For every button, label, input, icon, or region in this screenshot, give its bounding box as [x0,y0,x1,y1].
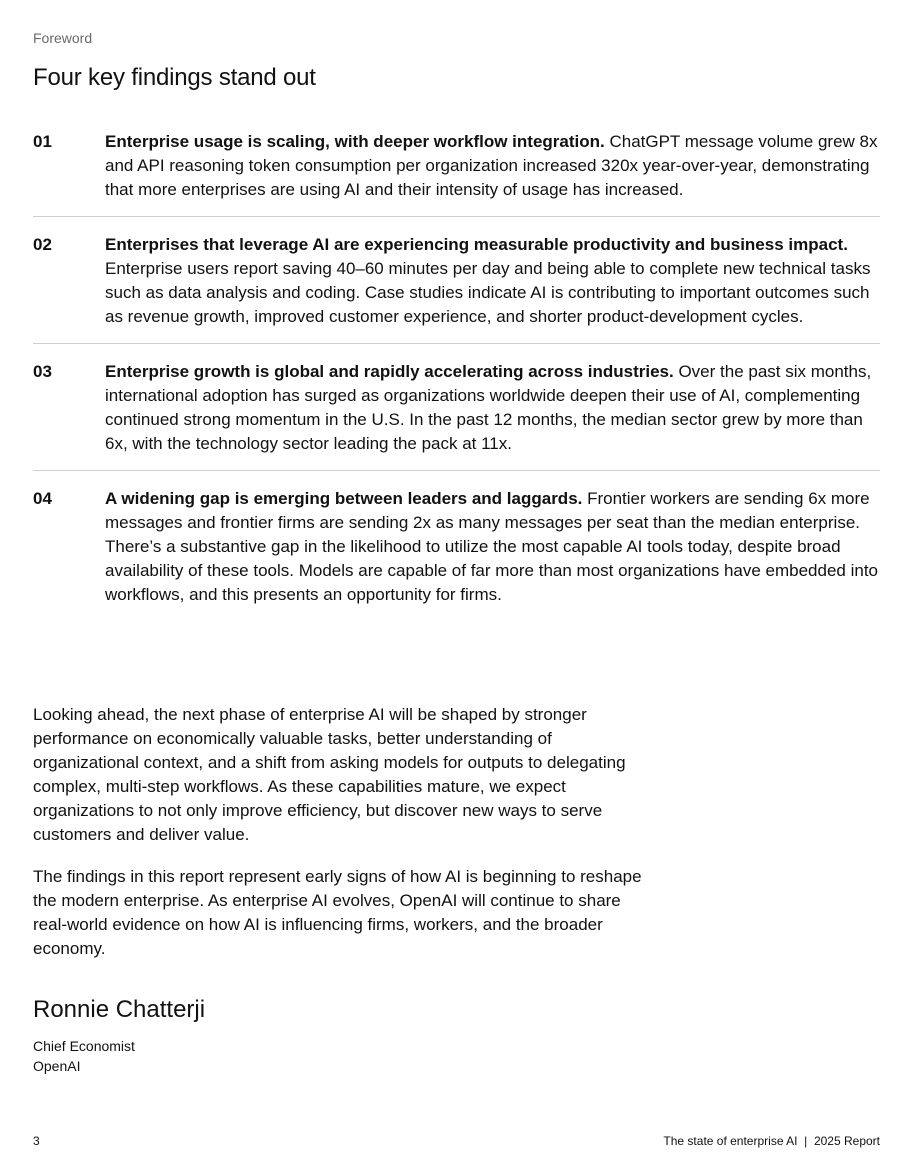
finding-body: Enterprise users report saving 40–60 minutes per day and being able to complete new technical tasks such as data analysis and coding. Case studies indicate AI is contributing to important outcomes such as revenue growth, improved customer experience, and shorter product-development cycles. [105,259,871,326]
page-number: 3 [33,1134,40,1148]
finding-item-04 [33,487,880,607]
finding-number: 03 [33,362,52,381]
divider [33,470,880,471]
finding-text [105,233,880,329]
section-label: Foreword [33,30,93,46]
finding-body: ChatGPT message volume grew 8x and API reasoning token consumption per organization increased 320x year-over-year, demonstrating that more enterprises are using AI and their intensity of usage has increased. [105,132,878,199]
finding-item-02 [33,233,880,329]
finding-number: 02 [33,235,52,254]
signature-title-block [33,1036,135,1076]
closing-paragraph: Looking ahead, the next phase of enterprise AI will be shaped by stronger performance on economically valuable tasks, better understanding of organizational context, and a shift from asking models for outputs to delegating complex, multi-step workflows. As these capabilities mature, we expect organizations to not only improve efficiency, but discover new ways to serve customers and deliver value. [33,705,626,844]
page-title: Four key findings stand out [33,64,316,91]
closing-paragraph: The findings in this report represent early signs of how AI is beginning to reshape the modern enterprise. As enterprise AI evolves, OpenAI will continue to share real-world evidence on how AI is influencing firms, workers, and the broader economy. [33,867,642,958]
finding-text [105,130,880,202]
divider [33,216,880,217]
signature-role: Chief Economist [33,1038,135,1054]
finding-lead: Enterprise growth is global and rapidly accelerating across industries. [105,362,674,381]
finding-lead: Enterprise usage is scaling, with deeper workflow integration. [105,132,605,151]
signature-name: Ronnie Chatterji [33,996,206,1023]
signature-organization: OpenAI [33,1058,81,1074]
finding-lead: A widening gap is emerging between leaders and laggards. [105,489,583,508]
finding-item-03 [33,360,880,456]
finding-body: Over the past six months, international adoption has surged as organizations worldwide deepen their use of AI, complementing continued strong momentum in the U.S. In the past 12 months, the median sector grew by more than 6x, with the technology sector leading the pack at 11x. [105,362,872,453]
finding-lead: Enterprises that leverage AI are experiencing measurable productivity and business impact. [105,235,848,254]
finding-number: 04 [33,489,52,508]
finding-text [105,360,880,456]
closing-section [33,703,643,979]
finding-item-01 [33,130,880,202]
finding-number: 01 [33,132,52,151]
findings-list [33,130,880,607]
divider [33,343,880,344]
finding-body: Frontier workers are sending 6x more messages and frontier firms are sending 2x as many messages per seat than the median enterprise. There’s a substantive gap in the likelihood to utilize the most capable AI tools today, despite broad availability of these tools. Models are capable of far more than most organizations have embedded into workflows, and this presents an opportunity for firms. [105,489,879,604]
finding-text [105,487,880,607]
report-title: The state of enterprise AI | 2025 Report [663,1134,880,1148]
